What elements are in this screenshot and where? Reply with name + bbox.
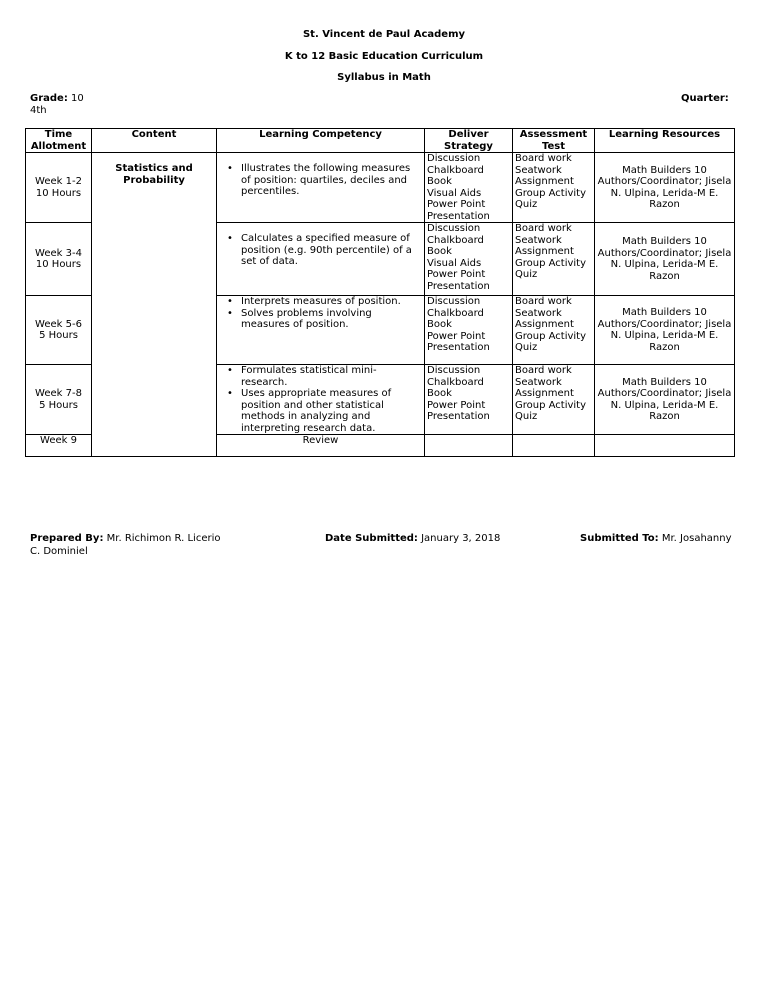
submitted-to xyxy=(580,532,732,545)
strategy-item: Visual Aids xyxy=(427,257,482,269)
assessment-item: Board work xyxy=(515,223,572,234)
competency-text: Formulates statistical mini-research. xyxy=(241,365,377,388)
assessment-item: Group Activity xyxy=(515,187,587,199)
strategy-item: Discussion xyxy=(427,365,481,376)
strategy-item: Power Point xyxy=(427,330,486,342)
cell-learning-competency xyxy=(217,365,425,435)
table-row xyxy=(26,153,735,223)
strategy-item: Discussion xyxy=(427,153,481,164)
cell-learning-resources: Math Builders 10 Authors/Coordinator; Jisela N. Ulpina, Lerida-M E. Razon xyxy=(595,223,735,296)
cell-learning-competency xyxy=(217,296,425,365)
competency-text: Solves problems involving measures of position. xyxy=(241,307,372,330)
school-name: St. Vincent de Paul Academy xyxy=(302,29,466,40)
hours-label: 5 Hours xyxy=(39,399,78,411)
assessment-item: Board work xyxy=(515,365,572,376)
bullet-mark: • xyxy=(227,307,233,319)
strategy-item: Book xyxy=(427,246,452,257)
assessment-item: Seatwork xyxy=(515,307,562,319)
assessment-item: Quiz xyxy=(515,199,538,210)
competency-bullet xyxy=(219,233,422,268)
header-learning-competency: Learning Competency xyxy=(217,129,425,153)
cell-deliver-strategy xyxy=(425,223,513,296)
header-content: Content xyxy=(92,129,217,153)
competency-bullet xyxy=(219,163,422,198)
header-assessment-test: Assessment Test xyxy=(513,129,595,153)
header-learning-resources: Learning Resources xyxy=(595,129,735,153)
syllabus-title: Syllabus in Math xyxy=(337,72,431,83)
table-header-row xyxy=(26,129,735,153)
competency-bullet xyxy=(219,365,422,388)
competency-text: Uses appropriate measures of position and other statistical methods in analyzing and interpreting research data. xyxy=(241,388,392,434)
hours-label: 10 Hours xyxy=(35,259,82,270)
hours-label: 10 Hours xyxy=(35,187,82,199)
competency-bullet xyxy=(219,388,422,434)
week-label: Week 7-8 xyxy=(35,388,82,399)
cell-learning-resources xyxy=(595,435,735,457)
bullet-mark: • xyxy=(227,163,233,174)
assessment-item: Board work xyxy=(515,153,572,164)
strategy-item: Power Point xyxy=(427,269,486,280)
assessment-item: Quiz xyxy=(515,411,538,422)
grade-value: 10 xyxy=(71,93,84,104)
cell-time-allotment: Week 9 xyxy=(26,435,92,457)
assessment-item: Group Activity xyxy=(515,257,587,269)
quarter-label: Quarter: xyxy=(681,93,729,104)
bullet-mark: • xyxy=(227,365,233,376)
competency-bullet xyxy=(219,296,422,308)
competency-text: Illustrates the following measures of position: quartiles, deciles and percentiles. xyxy=(241,163,411,197)
cell-learning-competency xyxy=(217,153,425,223)
assessment-item: Group Activity xyxy=(515,399,587,411)
date-value: January 3, 2018 xyxy=(421,533,501,544)
submitted-label: Submitted To: xyxy=(580,533,659,544)
cell-content: Statistics and Probability xyxy=(92,153,217,457)
strategy-item: Book xyxy=(427,176,452,187)
strategy-item: Presentation xyxy=(427,210,490,222)
bullet-mark: • xyxy=(227,233,233,244)
assessment-item: Assignment xyxy=(515,388,574,399)
prepared-label: Prepared By: xyxy=(30,533,104,544)
strategy-item: Chalkboard xyxy=(427,307,484,319)
header-deliver-strategy: Deliver Strategy xyxy=(425,129,513,153)
cell-time-allotment xyxy=(26,223,92,296)
assessment-item: Seatwork xyxy=(515,376,562,388)
cell-time-allotment xyxy=(26,365,92,435)
prepared-by xyxy=(30,532,230,558)
cell-learning-resources: Math Builders 10 Authors/Coordinator; Jisela N. Ulpina, Lerida-M E. Razon xyxy=(595,153,735,223)
bullet-mark: • xyxy=(227,296,233,307)
assessment-item: Seatwork xyxy=(515,164,562,176)
strategy-item: Book xyxy=(427,319,452,330)
competency-bullet xyxy=(219,308,422,331)
cell-assessment-test xyxy=(513,296,595,365)
submitted-value: Mr. Josahanny xyxy=(661,533,732,544)
strategy-item: Chalkboard xyxy=(427,164,484,176)
hours-label: 5 Hours xyxy=(39,330,78,341)
header-time-allotment: Time Allotment xyxy=(26,129,92,153)
cell-assessment-test xyxy=(513,223,595,296)
assessment-item: Board work xyxy=(515,296,572,307)
cell-assessment-test xyxy=(513,365,595,435)
cell-deliver-strategy xyxy=(425,365,513,435)
cell-learning-resources: Math Builders 10 Authors/Coordinator; Jisela N. Ulpina, Lerida-M E. Razon xyxy=(595,365,735,435)
competency-text: Interprets measures of position. xyxy=(241,296,401,307)
assessment-item: Seatwork xyxy=(515,234,562,246)
strategy-item: Chalkboard xyxy=(427,376,484,388)
strategy-item: Presentation xyxy=(427,280,490,292)
grade-line2: 4th xyxy=(30,105,47,116)
strategy-item: Discussion xyxy=(427,296,481,307)
grade-block xyxy=(30,93,84,117)
cell-time-allotment xyxy=(26,153,92,223)
assessment-item: Quiz xyxy=(515,269,538,280)
cell-deliver-strategy xyxy=(425,153,513,223)
date-label: Date Submitted: xyxy=(325,533,418,544)
cell-assessment-test xyxy=(513,153,595,223)
competency-text: Calculates a specified measure of position (e.g. 90th percentile) of a set of data. xyxy=(241,233,412,267)
cell-deliver-strategy xyxy=(425,435,513,457)
cell-learning-competency xyxy=(217,223,425,296)
date-submitted xyxy=(325,532,500,545)
strategy-item: Chalkboard xyxy=(427,234,484,246)
bullet-mark: • xyxy=(227,388,233,399)
strategy-item: Visual Aids xyxy=(427,187,482,199)
strategy-item: Presentation xyxy=(427,342,490,353)
week-label: Week 5-6 xyxy=(35,318,82,330)
syllabus-table xyxy=(25,128,735,457)
prepared-value: Mr. Richimon R. Licerio C. Dominiel xyxy=(30,533,221,557)
strategy-item: Power Point xyxy=(427,199,486,210)
strategy-item: Power Point xyxy=(427,399,486,411)
assessment-item: Assignment xyxy=(515,176,574,187)
cell-learning-resources: Math Builders 10 Authors/Coordinator; Jisela N. Ulpina, Lerida-M E. Razon xyxy=(595,296,735,365)
week-label: Week 3-4 xyxy=(35,247,82,259)
assessment-item: Assignment xyxy=(515,246,574,257)
week-label: Week 1-2 xyxy=(35,176,82,187)
curriculum-title: K to 12 Basic Education Curriculum xyxy=(284,51,484,62)
cell-learning-competency: Review xyxy=(217,435,425,457)
assessment-item: Assignment xyxy=(515,319,574,330)
strategy-item: Discussion xyxy=(427,223,481,234)
cell-deliver-strategy xyxy=(425,296,513,365)
strategy-item: Presentation xyxy=(427,411,490,422)
cell-assessment-test xyxy=(513,435,595,457)
assessment-item: Quiz xyxy=(515,342,538,353)
cell-time-allotment xyxy=(26,296,92,365)
grade-label: Grade: xyxy=(30,93,68,104)
assessment-item: Group Activity xyxy=(515,330,587,342)
strategy-item: Book xyxy=(427,388,452,399)
